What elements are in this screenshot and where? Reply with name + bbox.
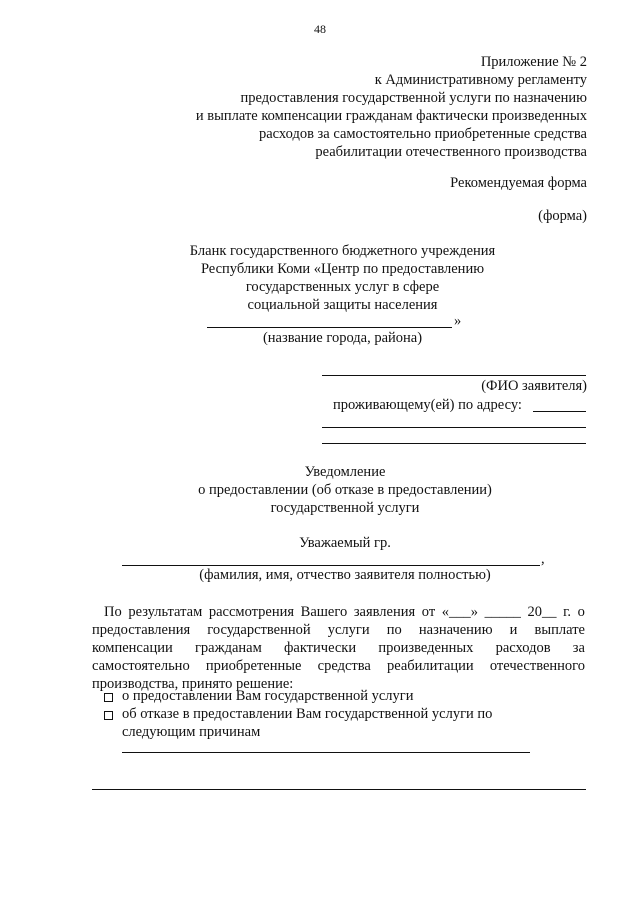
option-checkbox[interactable] <box>104 693 113 702</box>
letterhead-line: социальной защиты населения <box>247 297 438 313</box>
letterhead-line: государственных услуг в сфере <box>245 279 440 295</box>
body-word: произведенных <box>378 640 474 656</box>
body-word: По <box>104 604 122 620</box>
body-word: назначению <box>418 622 493 638</box>
body-word: 20__ <box>527 604 557 620</box>
body-word: и <box>509 622 518 638</box>
option-provide-label: о предоставлении Вам государственной услуги <box>122 688 414 704</box>
body-word: предоставления <box>92 622 191 638</box>
body-word: услуги <box>327 622 370 638</box>
body-word: «___» <box>441 604 479 620</box>
reason-blank-line <box>122 752 530 753</box>
body-word: приобретенные <box>205 658 302 674</box>
body-word: гражданам <box>194 640 262 656</box>
greeting-comma: , <box>541 551 545 567</box>
body-word: _____ <box>484 604 521 620</box>
body-line-4 <box>92 658 585 675</box>
notice-subtitle: государственной услуги <box>270 500 420 516</box>
city-caption: (название города, района) <box>262 330 423 346</box>
letterhead-line: Республики Коми «Центр по предоставлению <box>200 261 485 277</box>
body-line-2 <box>92 622 585 639</box>
reason-blank-line <box>92 789 586 790</box>
option-refuse-continuation: следующим причинам <box>122 724 261 740</box>
body-word: о <box>577 604 585 620</box>
greeting: Уважаемый гр. <box>299 535 391 551</box>
form-label: (форма) <box>538 208 587 224</box>
body-word: компенсации <box>92 640 173 656</box>
body-word: г. <box>563 604 572 620</box>
body-word: фактически <box>284 640 357 656</box>
address-label: проживающему(ей) по адресу: <box>333 397 522 413</box>
fio-caption: (ФИО заявителя) <box>481 378 587 394</box>
body-word: результатам <box>128 604 203 620</box>
body-line-5: производства, принято решение: <box>92 676 294 692</box>
fio-blank-line <box>322 375 586 376</box>
notice-subtitle: о предоставлении (об отказе в предоставлении) <box>198 482 492 498</box>
page-number: 48 <box>314 22 326 36</box>
closing-quote: » <box>454 313 462 329</box>
body-line-1 <box>104 604 585 621</box>
appendix-line: предоставления государственной услуги по назначению <box>240 90 587 106</box>
fullname-blank-line <box>122 565 540 566</box>
fullname-caption: (фамилия, имя, отчество заявителя полностью) <box>199 567 491 583</box>
option-refuse-label: об отказе в предоставлении Вам государственной услуги по <box>122 706 493 722</box>
body-word: расходов <box>495 640 551 656</box>
address-blank-line <box>322 443 586 444</box>
body-word: выплате <box>534 622 585 638</box>
letterhead-line: Бланк государственного бюджетного учреждения <box>189 243 496 259</box>
body-word: от <box>421 604 436 620</box>
body-word: рассмотрения <box>208 604 295 620</box>
appendix-title: Приложение № 2 <box>480 54 587 70</box>
body-word: заявления <box>353 604 416 620</box>
notice-title: Уведомление <box>304 464 386 480</box>
address-blank-line <box>533 411 586 412</box>
body-word: за <box>572 640 585 656</box>
body-line-3 <box>92 640 585 657</box>
appendix-line: расходов за самостоятельно приобретенные средства <box>258 126 587 142</box>
body-word: самостоятельно <box>92 658 190 674</box>
appendix-line: реабилитации отечественного производства <box>315 144 587 160</box>
city-blank-line <box>207 327 452 328</box>
body-word: по <box>386 622 402 638</box>
appendix-line: и выплате компенсации гражданам фактически произведенных <box>195 108 587 124</box>
appendix-line: к Административному регламенту <box>374 72 587 88</box>
body-word: государственной <box>207 622 311 638</box>
address-blank-line <box>322 427 586 428</box>
body-word: отечественного <box>489 658 585 674</box>
recommended-form-label: Рекомендуемая форма <box>450 175 587 191</box>
body-word: средства <box>317 658 371 674</box>
option-checkbox[interactable] <box>104 711 113 720</box>
body-word: реабилитации <box>387 658 474 674</box>
body-word: Вашего <box>300 604 348 620</box>
